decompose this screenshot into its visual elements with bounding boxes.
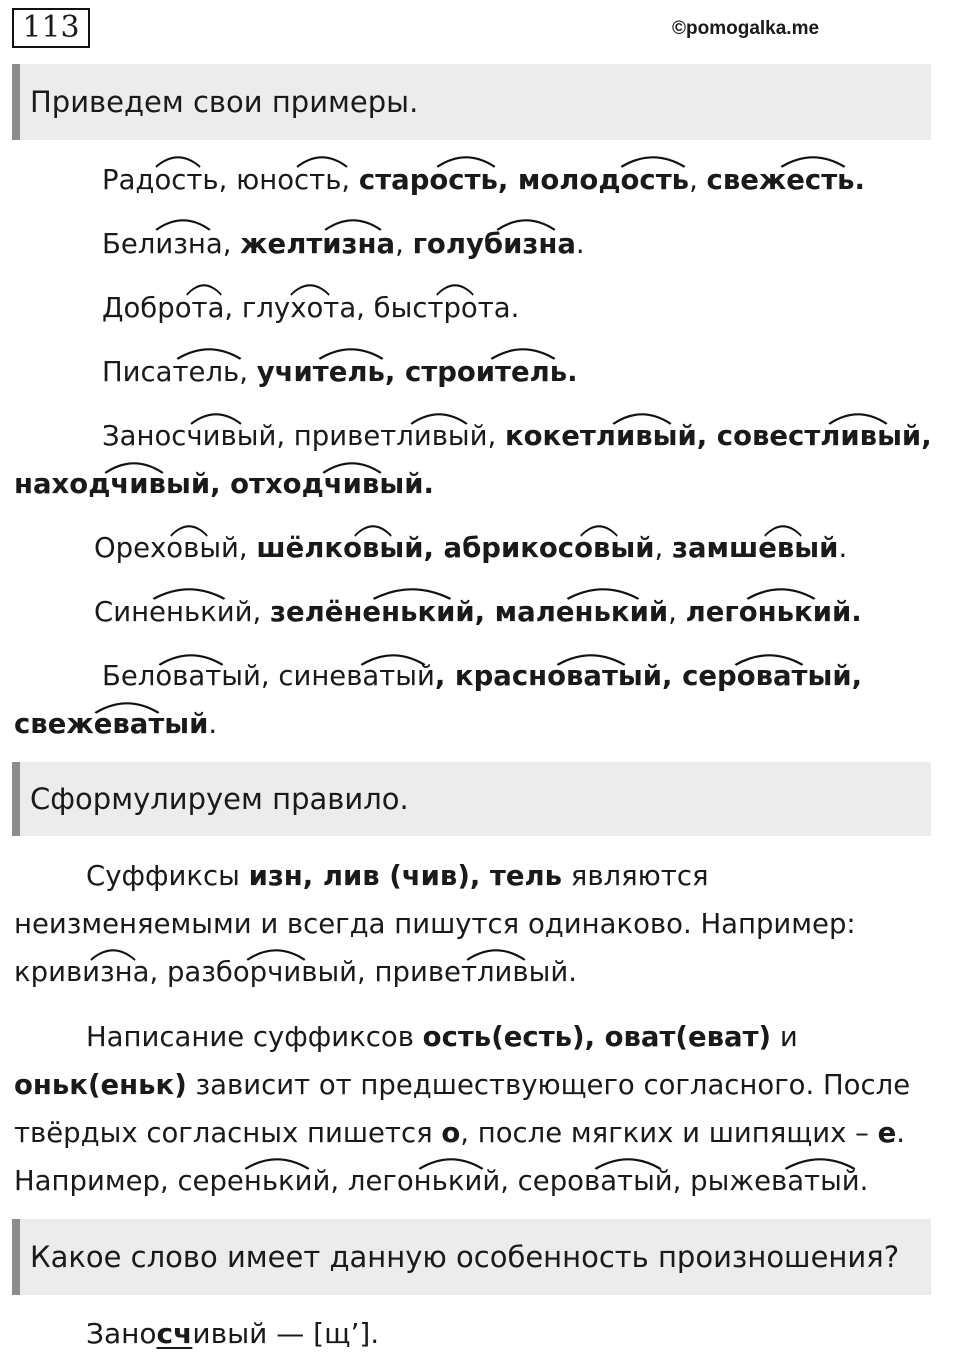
task-number: 113 bbox=[12, 8, 90, 48]
examples-heading-text: Приведем свои примеры. bbox=[30, 85, 419, 119]
example-line-5: Заносчивый, приветливый, кокетливый, совестливый, bbox=[102, 420, 932, 452]
rule-paragraph-2: Написание суффиксов ость(есть), оват(еват) и оньк(еньк) зависит от предшествующего согласного. После твёрдых согласных пишется о, после мягких и шипящих – е. Например, серенький, легонький, сероватый, рыжеватый. bbox=[14, 1021, 911, 1197]
rule-heading bbox=[12, 762, 931, 836]
example-line-5-cont: находчивый, отходчивый. bbox=[14, 468, 434, 500]
answer-letters: сч bbox=[156, 1317, 193, 1350]
example-line-1: Радость, юность, старость, молодость, свежесть. bbox=[102, 164, 865, 196]
example-line-6: Ореховый, шёлковый, абрикосовый, замшевый. bbox=[94, 532, 848, 564]
rule-heading-text: Сформулируем правило. bbox=[30, 782, 409, 816]
example-line-7: Синенький, зелёненький, маленький, легонький. bbox=[94, 596, 862, 628]
rule-paragraph-1: Суффиксы изн, лив (чив), тель являются неизменяемыми и всегда пишутся одинаково. Например: кривизна, разборчивый, приветливый. bbox=[14, 860, 856, 988]
example-line-2: Белизна, желтизна, голубизна. bbox=[102, 228, 585, 260]
question-heading bbox=[12, 1219, 931, 1295]
example-line-8-cont: свежеватый. bbox=[14, 708, 218, 740]
answer-line: Заносчивый — [щ’]. bbox=[86, 1317, 380, 1350]
watermark: ©pomogalka.me bbox=[672, 18, 820, 39]
example-line-8: Беловатый, синеватый, красноватый, сероватый, bbox=[102, 660, 863, 692]
example-line-4: Писатель, учитель, строитель. bbox=[102, 356, 578, 388]
example-line-3: Доброта, глухота, быстрота. bbox=[102, 292, 520, 324]
examples-heading bbox=[12, 64, 931, 140]
question-heading-text: Какое слово имеет данную особенность произношения? bbox=[30, 1240, 900, 1274]
